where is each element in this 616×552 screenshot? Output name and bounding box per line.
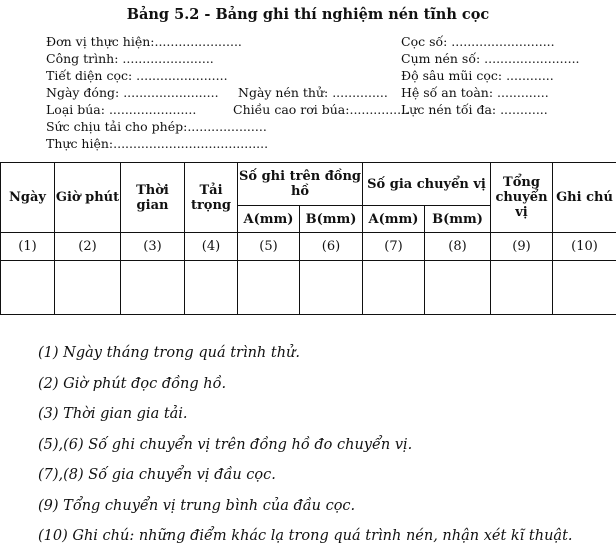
note-item: (5),(6) Số ghi chuyển vị trên đồng hồ đo chuyển vị.: [38, 430, 573, 461]
document-title: Bảng 5.2 - Bảng ghi thí nghiệm nén tĩnh cọc: [0, 6, 616, 23]
blank-cell: [185, 261, 238, 315]
note-item: (3) Thời gian gia tải.: [38, 399, 573, 430]
blank-cell: [1, 261, 55, 315]
blank-cell: [300, 261, 363, 315]
field-do-sau: Độ sâu mũi cọc: ............: [401, 68, 554, 83]
note-item: (2) Giờ phút đọc đồng hồ.: [38, 369, 573, 400]
index-cell: (1): [1, 233, 55, 261]
note-item: (1) Ngày tháng trong quá trình thử.: [38, 338, 573, 369]
blank-cell: [55, 261, 121, 315]
index-cell: (2): [55, 233, 121, 261]
index-cell: (7): [363, 233, 425, 261]
note-item: (10) Ghi chú: những điểm khác lạ trong quá trình nén, nhận xét kĩ thuật.: [38, 521, 573, 552]
field-cong-trinh: Công trình: .......................: [46, 51, 214, 66]
header-tong-chuyen-vi: Tổng chuyển vị: [491, 163, 553, 233]
field-cum-nen: Cụm nén số: ........................: [401, 51, 580, 66]
header-thoi-gian: Thời gian: [121, 163, 185, 233]
blank-cell: [491, 261, 553, 315]
header-b-mm-1: B(mm): [300, 206, 363, 233]
field-chieu-cao: Chiều cao rơi búa:...............: [233, 102, 409, 117]
index-cell: (4): [185, 233, 238, 261]
header-so-gia: Số gia chuyển vị: [363, 163, 491, 206]
index-cell: (6): [300, 233, 363, 261]
index-cell: (5): [238, 233, 300, 261]
header-ghi-chu: Ghi chú: [553, 163, 616, 233]
index-cell: (9): [491, 233, 553, 261]
header-b-mm-2: B(mm): [425, 206, 491, 233]
field-tiet-dien: Tiết diện cọc: .......................: [46, 68, 228, 83]
blank-cell: [121, 261, 185, 315]
field-coc-so: Cọc số: ..........................: [401, 34, 555, 49]
field-loai-bua: Loại búa: ......................: [46, 102, 196, 117]
test-log-table: [0, 162, 616, 315]
field-he-so: Hệ số an toàn: .............: [401, 85, 549, 100]
notes-list: [38, 338, 573, 552]
header-gio-phut: Giờ phút: [55, 163, 121, 233]
field-thuc-hien: Thực hiện:.......................................: [46, 136, 268, 151]
index-row: [1, 233, 616, 261]
blank-cell: [553, 261, 616, 315]
index-cell: (8): [425, 233, 491, 261]
header-a-mm-2: A(mm): [363, 206, 425, 233]
note-item: (7),(8) Số gia chuyển vị đầu cọc.: [38, 460, 573, 491]
field-luc-nen: Lực nén tối đa: ............: [401, 102, 548, 117]
field-don-vi: Đơn vị thực hiện:......................: [46, 34, 242, 49]
field-suc-chiu: Sức chịu tải cho phép:....................: [46, 119, 267, 134]
blank-cell: [363, 261, 425, 315]
index-cell: (3): [121, 233, 185, 261]
blank-cell: [238, 261, 300, 315]
blank-data-row: [1, 261, 616, 315]
note-item: (9) Tổng chuyển vị trung bình của đầu cọc.: [38, 491, 573, 522]
header-so-ghi: Số ghi trên đồng hồ: [238, 163, 363, 206]
header-ngay: Ngày: [1, 163, 55, 233]
field-ngay-nen: Ngày nén thử: ..............: [238, 85, 388, 100]
field-ngay-dong: Ngày đóng: ........................: [46, 85, 219, 100]
header-tai-trong: Tải trọng: [185, 163, 238, 233]
header-a-mm-1: A(mm): [238, 206, 300, 233]
index-cell: (10): [553, 233, 616, 261]
blank-cell: [425, 261, 491, 315]
